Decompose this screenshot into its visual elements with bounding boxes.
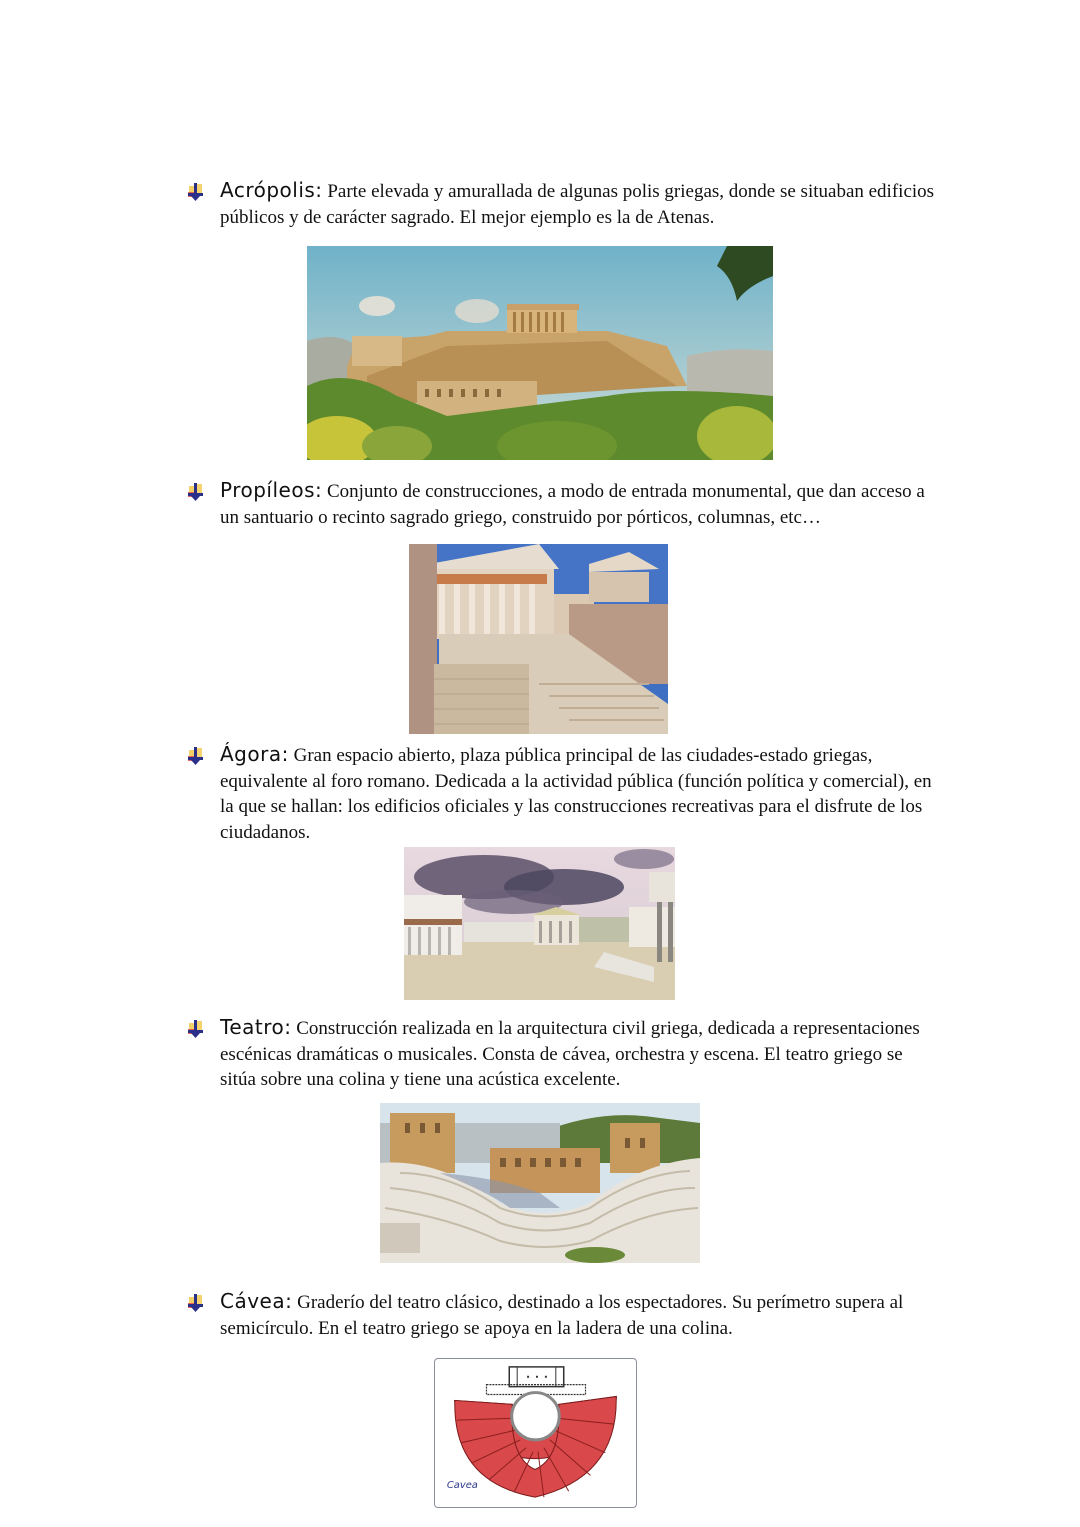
definition-acropolis: Parte elevada y amurallada de algunas polis griegas, donde se situaban edificios públicos y de carácter sagrado. El mejor ejemplo es la de Atenas. — [220, 181, 935, 228]
entry-acropolis — [186, 178, 936, 230]
image-teatro — [380, 1103, 700, 1263]
definition-teatro: Construcción realizada en la arquitectura civil griega, dedicada a representaciones escénicas dramáticas o musicales. Consta de cávea, orchestra y escena. El teatro griego se sitúa sobre una colina y tiene una acústica excelente. — [220, 1018, 920, 1090]
term-acropolis: Acrópolis: — [220, 178, 323, 202]
entry-text — [220, 1289, 936, 1341]
definition-propileos: Conjunto de construcciones, a modo de entrada monumental, que dan acceso a un santuario o recinto sagrado griego, construido por pórticos, columnas, etc… — [220, 481, 925, 528]
entry-text — [220, 178, 936, 230]
cavea-label: Cavea — [446, 1480, 478, 1492]
bullet-arrow-down-icon — [186, 1019, 206, 1039]
term-agora: Ágora: — [220, 742, 289, 766]
term-propileos: Propíleos: — [220, 478, 323, 502]
entry-agora — [186, 742, 936, 845]
bullet-arrow-down-icon — [186, 1293, 206, 1313]
definition-agora: Gran espacio abierto, plaza pública principal de las ciudades-estado griegas, equivalente al foro romano. Dedicada a la actividad pública (función política y comercial), en la que se hallan: los edificios oficiales y las construcciones recreativas para el disfrute de los ciudadanos. — [220, 745, 932, 843]
entry-text — [220, 478, 936, 530]
entry-text — [220, 742, 936, 845]
entry-propileos — [186, 478, 936, 530]
bullet-arrow-down-icon — [186, 482, 206, 502]
entry-cavea — [186, 1289, 936, 1341]
definition-cavea: Graderío del teatro clásico, destinado a los espectadores. Su perímetro supera al semicírculo. En el teatro griego se apoya en la ladera de una colina. — [220, 1292, 904, 1339]
image-agora — [404, 847, 675, 1000]
image-cavea-diagram — [434, 1358, 637, 1508]
entry-teatro — [186, 1015, 936, 1093]
image-propileos — [409, 544, 668, 734]
bullet-arrow-down-icon — [186, 182, 206, 202]
entry-text — [220, 1015, 936, 1093]
bullet-arrow-down-icon — [186, 746, 206, 766]
term-teatro: Teatro: — [220, 1015, 292, 1039]
term-cavea: Cávea: — [220, 1289, 293, 1313]
image-acropolis — [307, 246, 773, 460]
